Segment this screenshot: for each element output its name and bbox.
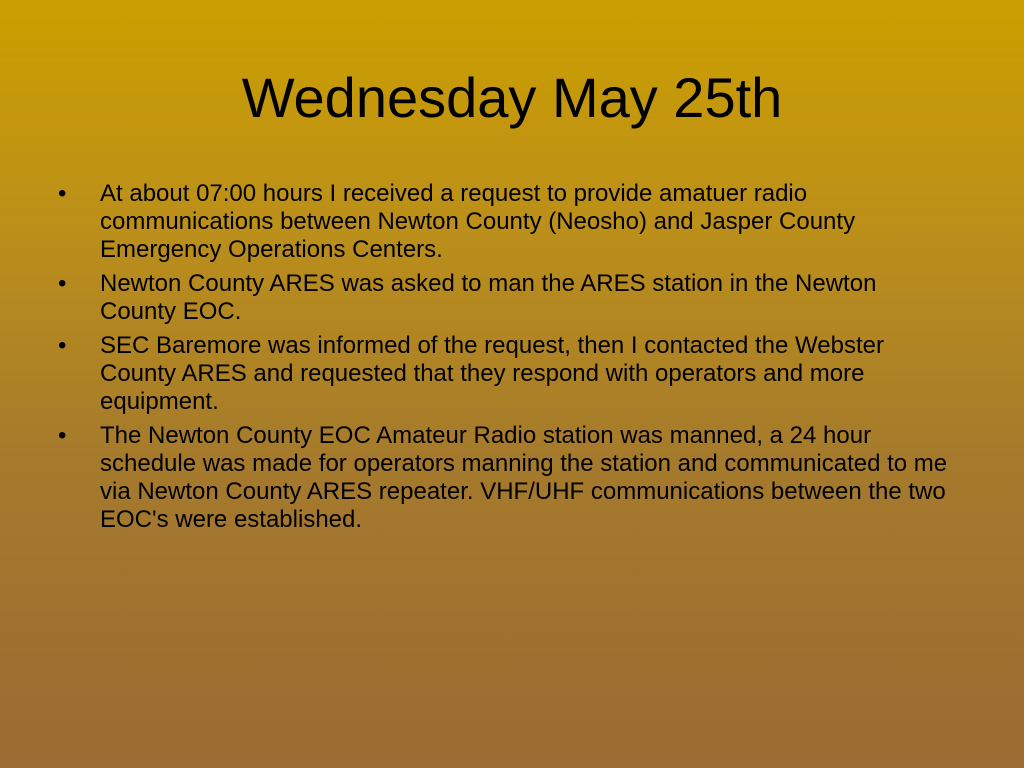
bullet-item — [58, 180, 958, 264]
bullet-text: At about 07:00 hours I received a request to provide amatuer radio communications between Newton County (Neosho) and Jasper County Emergency Operations Centers. — [100, 180, 856, 263]
bullet-text: SEC Baremore was informed of the request, then I contacted the Webster County ARES and requested that they respond with operators and more equipment. — [100, 332, 884, 415]
bullet-icon: • — [58, 332, 67, 359]
bullet-text: The Newton County EOC Amateur Radio station was manned, a 24 hour schedule was made for operators manning the station and communicated to me via Newton County ARES repeater. VHF/UHF communications between the two EOC's were established. — [100, 422, 948, 533]
bullet-item — [58, 270, 958, 326]
slide-title: Wednesday May 25th — [241, 66, 783, 129]
bullet-item — [58, 332, 958, 416]
bullet-item — [58, 422, 958, 534]
bullet-list — [58, 180, 958, 540]
bullet-icon: • — [58, 270, 67, 297]
bullet-icon: • — [58, 180, 67, 207]
bullet-text: Newton County ARES was asked to man the ARES station in the Newton County EOC. — [100, 270, 877, 325]
bullet-icon: • — [58, 422, 67, 449]
